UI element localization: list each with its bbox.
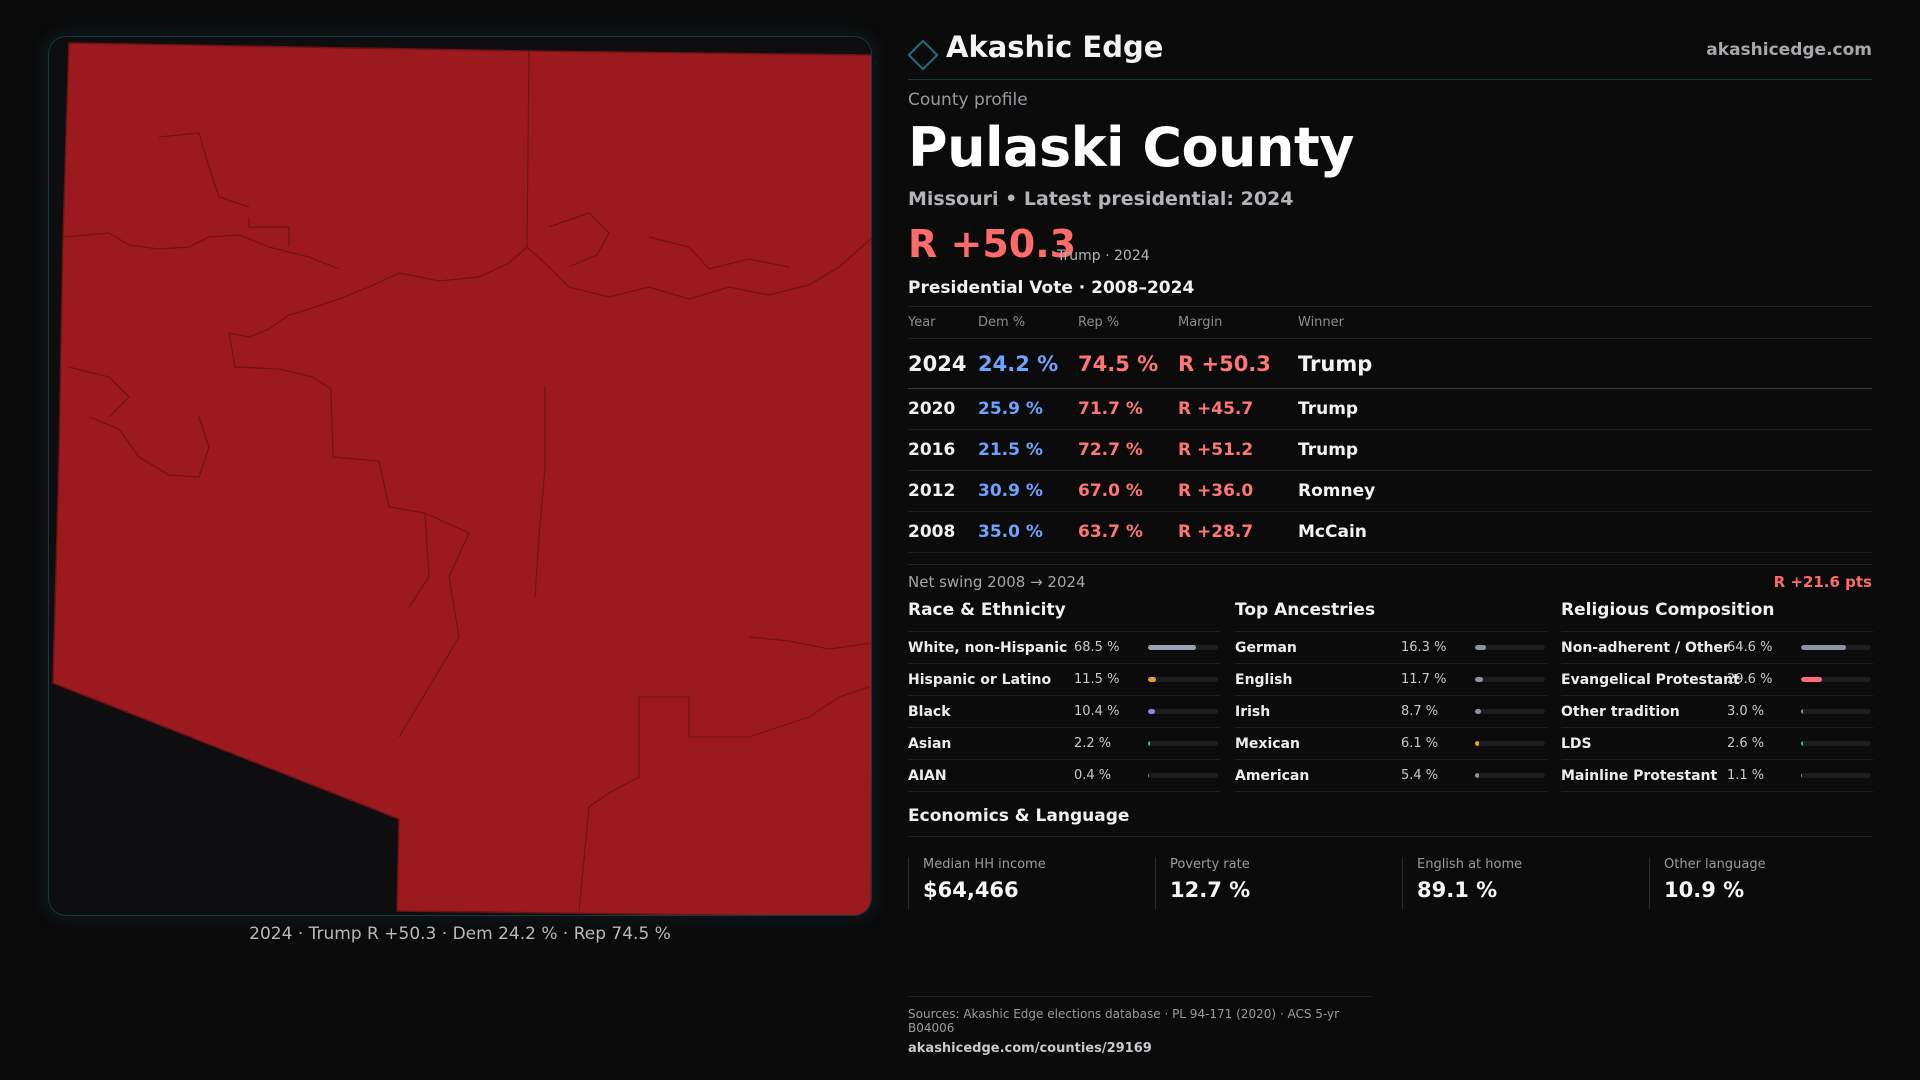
race-bar-fill — [1148, 741, 1150, 746]
religion-heading: Religious Composition — [1561, 600, 1873, 632]
ancestry-percent: 11.7 % — [1401, 672, 1447, 687]
cell-winner: Trump — [1298, 339, 1872, 389]
religion-row — [1561, 632, 1873, 664]
cell-rep: 63.7 % — [1078, 512, 1178, 553]
diamond-logo-icon — [907, 39, 938, 70]
cell-dem: 35.0 % — [978, 512, 1078, 553]
cell-dem: 25.9 % — [978, 389, 1078, 430]
net-swing-label: Net swing 2008 → 2024 — [908, 573, 1086, 591]
religion-percent: 2.6 % — [1727, 736, 1765, 751]
ancestry-bar-fill — [1475, 709, 1481, 714]
econ-label: English at home — [1417, 857, 1523, 872]
race-bar-track — [1148, 709, 1218, 714]
cell-rep: 71.7 % — [1078, 389, 1178, 430]
religion-panel — [1561, 600, 1873, 792]
race-bar-track — [1148, 773, 1218, 778]
cell-margin: R +51.2 — [1178, 430, 1298, 471]
ancestry-bar-fill — [1475, 677, 1483, 682]
religion-row — [1561, 760, 1873, 792]
religion-label: Other tradition — [1561, 704, 1680, 720]
ancestry-row — [1235, 696, 1547, 728]
race-bar-fill — [1148, 709, 1155, 714]
econ-value: 10.9 % — [1664, 878, 1745, 902]
ancestry-percent: 16.3 % — [1401, 640, 1447, 655]
religion-bar-track — [1801, 645, 1871, 650]
religion-bar-track — [1801, 773, 1871, 778]
cell-year: 2008 — [908, 512, 978, 553]
ancestry-bar-track — [1475, 741, 1545, 746]
col-rep: Rep % — [1078, 307, 1178, 339]
economics-panel — [908, 836, 1872, 908]
econ-cell — [1402, 857, 1632, 909]
religion-label: Mainline Protestant — [1561, 768, 1718, 784]
race-label: Asian — [908, 736, 952, 752]
economics-heading: Economics & Language — [908, 806, 1130, 826]
ancestry-label: English — [1235, 672, 1293, 688]
ancestry-bar-track — [1475, 677, 1545, 682]
page-title: Pulaski County — [908, 116, 1354, 179]
latest-margin-note: Trump · 2024 — [1057, 248, 1150, 264]
page-eyebrow: County profile — [908, 90, 1028, 110]
cell-rep: 74.5 % — [1078, 339, 1178, 389]
econ-label: Other language — [1664, 857, 1766, 872]
religion-row — [1561, 728, 1873, 760]
race-row — [908, 664, 1220, 696]
econ-value: 89.1 % — [1417, 878, 1498, 902]
ancestry-bar-fill — [1475, 645, 1486, 650]
race-label: Hispanic or Latino — [908, 672, 1052, 688]
ancestry-bar-track — [1475, 773, 1545, 778]
religion-bar-fill — [1801, 677, 1822, 682]
ancestry-label: German — [1235, 640, 1297, 656]
presidential-vote-table — [908, 306, 1872, 553]
cell-year: 2016 — [908, 430, 978, 471]
cell-dem: 30.9 % — [978, 471, 1078, 512]
race-heading: Race & Ethnicity — [908, 600, 1220, 632]
religion-label: Non-adherent / Other — [1561, 640, 1730, 656]
cell-rep: 72.7 % — [1078, 430, 1178, 471]
race-ethnicity-panel — [908, 600, 1220, 792]
religion-bar-track — [1801, 677, 1871, 682]
race-label: White, non-Hispanic — [908, 640, 1068, 656]
table-row — [908, 471, 1872, 512]
table-row — [908, 339, 1872, 389]
cell-rep: 67.0 % — [1078, 471, 1178, 512]
county-shape[interactable] — [53, 43, 872, 916]
cell-year: 2020 — [908, 389, 978, 430]
col-dem: Dem % — [978, 307, 1078, 339]
race-row — [908, 728, 1220, 760]
religion-percent: 1.1 % — [1727, 768, 1765, 783]
race-label: Black — [908, 704, 951, 720]
race-percent: 0.4 % — [1074, 768, 1112, 783]
table-header-row — [908, 307, 1872, 339]
sources-footer — [908, 996, 1372, 1056]
table-row — [908, 389, 1872, 430]
brand-name[interactable]: Akashic Edge — [946, 30, 1164, 64]
religion-bar-fill — [1801, 709, 1803, 714]
religion-row — [1561, 696, 1873, 728]
ancestry-percent: 8.7 % — [1401, 704, 1439, 719]
econ-label: Median HH income — [923, 857, 1046, 872]
race-bar-track — [1148, 645, 1218, 650]
race-percent: 2.2 % — [1074, 736, 1112, 751]
net-swing-row — [908, 564, 1872, 598]
religion-percent: 3.0 % — [1727, 704, 1765, 719]
map-caption: 2024 · Trump R +50.3 · Dem 24.2 % · Rep 74.5 % — [249, 924, 671, 944]
ancestry-row — [1235, 760, 1547, 792]
religion-label: LDS — [1561, 736, 1592, 752]
econ-cell — [908, 857, 1138, 909]
race-bar-fill — [1148, 645, 1196, 650]
ancestry-bar-fill — [1475, 741, 1479, 746]
race-percent: 11.5 % — [1074, 672, 1120, 687]
religion-bar-track — [1801, 709, 1871, 714]
ancestry-row — [1235, 728, 1547, 760]
econ-value: 12.7 % — [1170, 878, 1251, 902]
col-margin: Margin — [1178, 307, 1298, 339]
race-bar-track — [1148, 741, 1218, 746]
net-swing-value: R +21.6 pts — [1773, 573, 1872, 591]
econ-value: $64,466 — [923, 878, 1019, 902]
religion-bar-fill — [1801, 773, 1802, 778]
econ-cell — [1155, 857, 1385, 909]
county-url-link[interactable]: akashicedge.com/counties/29169 — [908, 1041, 1152, 1056]
religion-row — [1561, 664, 1873, 696]
ancestry-label: American — [1235, 768, 1310, 784]
cell-margin: R +50.3 — [1178, 339, 1298, 389]
header — [908, 30, 1872, 80]
cell-winner: Romney — [1298, 471, 1872, 512]
race-row — [908, 696, 1220, 728]
race-percent: 10.4 % — [1074, 704, 1120, 719]
table-row — [908, 512, 1872, 553]
votes-heading: Presidential Vote · 2008–2024 — [908, 278, 1195, 298]
religion-bar-fill — [1801, 645, 1846, 650]
cell-winner: McCain — [1298, 512, 1872, 553]
cell-margin: R +28.7 — [1178, 512, 1298, 553]
religion-percent: 64.6 % — [1727, 640, 1773, 655]
race-label: AIAN — [908, 768, 947, 784]
cell-dem: 24.2 % — [978, 339, 1078, 389]
race-row — [908, 632, 1220, 664]
race-percent: 68.5 % — [1074, 640, 1120, 655]
cell-margin: R +36.0 — [1178, 471, 1298, 512]
cell-winner: Trump — [1298, 389, 1872, 430]
county-map[interactable] — [49, 37, 872, 916]
ancestry-percent: 5.4 % — [1401, 768, 1439, 783]
ancestry-bar-fill — [1475, 773, 1479, 778]
county-map-panel[interactable] — [48, 36, 872, 916]
col-year: Year — [908, 307, 978, 339]
table-row — [908, 430, 1872, 471]
ancestry-row — [1235, 632, 1547, 664]
cell-year: 2012 — [908, 471, 978, 512]
ancestry-bar-track — [1475, 709, 1545, 714]
latest-margin: R +50.3 — [908, 222, 1077, 266]
econ-cell — [1649, 857, 1879, 909]
cell-dem: 21.5 % — [978, 430, 1078, 471]
site-link[interactable]: akashicedge.com — [1706, 40, 1872, 60]
col-winner: Winner — [1298, 307, 1872, 339]
ancestry-bar-track — [1475, 645, 1545, 650]
ancestry-percent: 6.1 % — [1401, 736, 1439, 751]
cell-year: 2024 — [908, 339, 978, 389]
religion-percent: 29.6 % — [1727, 672, 1773, 687]
religion-bar-track — [1801, 741, 1871, 746]
ancestry-row — [1235, 664, 1547, 696]
econ-label: Poverty rate — [1170, 857, 1250, 872]
sources-text: Sources: Akashic Edge elections database · PL 94-171 (2020) · ACS 5-yr B04006 — [908, 1007, 1340, 1035]
page-subtitle: Missouri • Latest presidential: 2024 — [908, 188, 1294, 210]
race-bar-track — [1148, 677, 1218, 682]
race-bar-fill — [1148, 677, 1156, 682]
ancestry-heading: Top Ancestries — [1235, 600, 1547, 632]
cell-margin: R +45.7 — [1178, 389, 1298, 430]
ancestry-panel — [1235, 600, 1547, 792]
ancestry-label: Mexican — [1235, 736, 1300, 752]
religion-label: Evangelical Protestant — [1561, 672, 1740, 688]
race-row — [908, 760, 1220, 792]
religion-bar-fill — [1801, 741, 1803, 746]
cell-winner: Trump — [1298, 430, 1872, 471]
ancestry-label: Irish — [1235, 704, 1271, 720]
race-bar-fill — [1148, 773, 1149, 778]
